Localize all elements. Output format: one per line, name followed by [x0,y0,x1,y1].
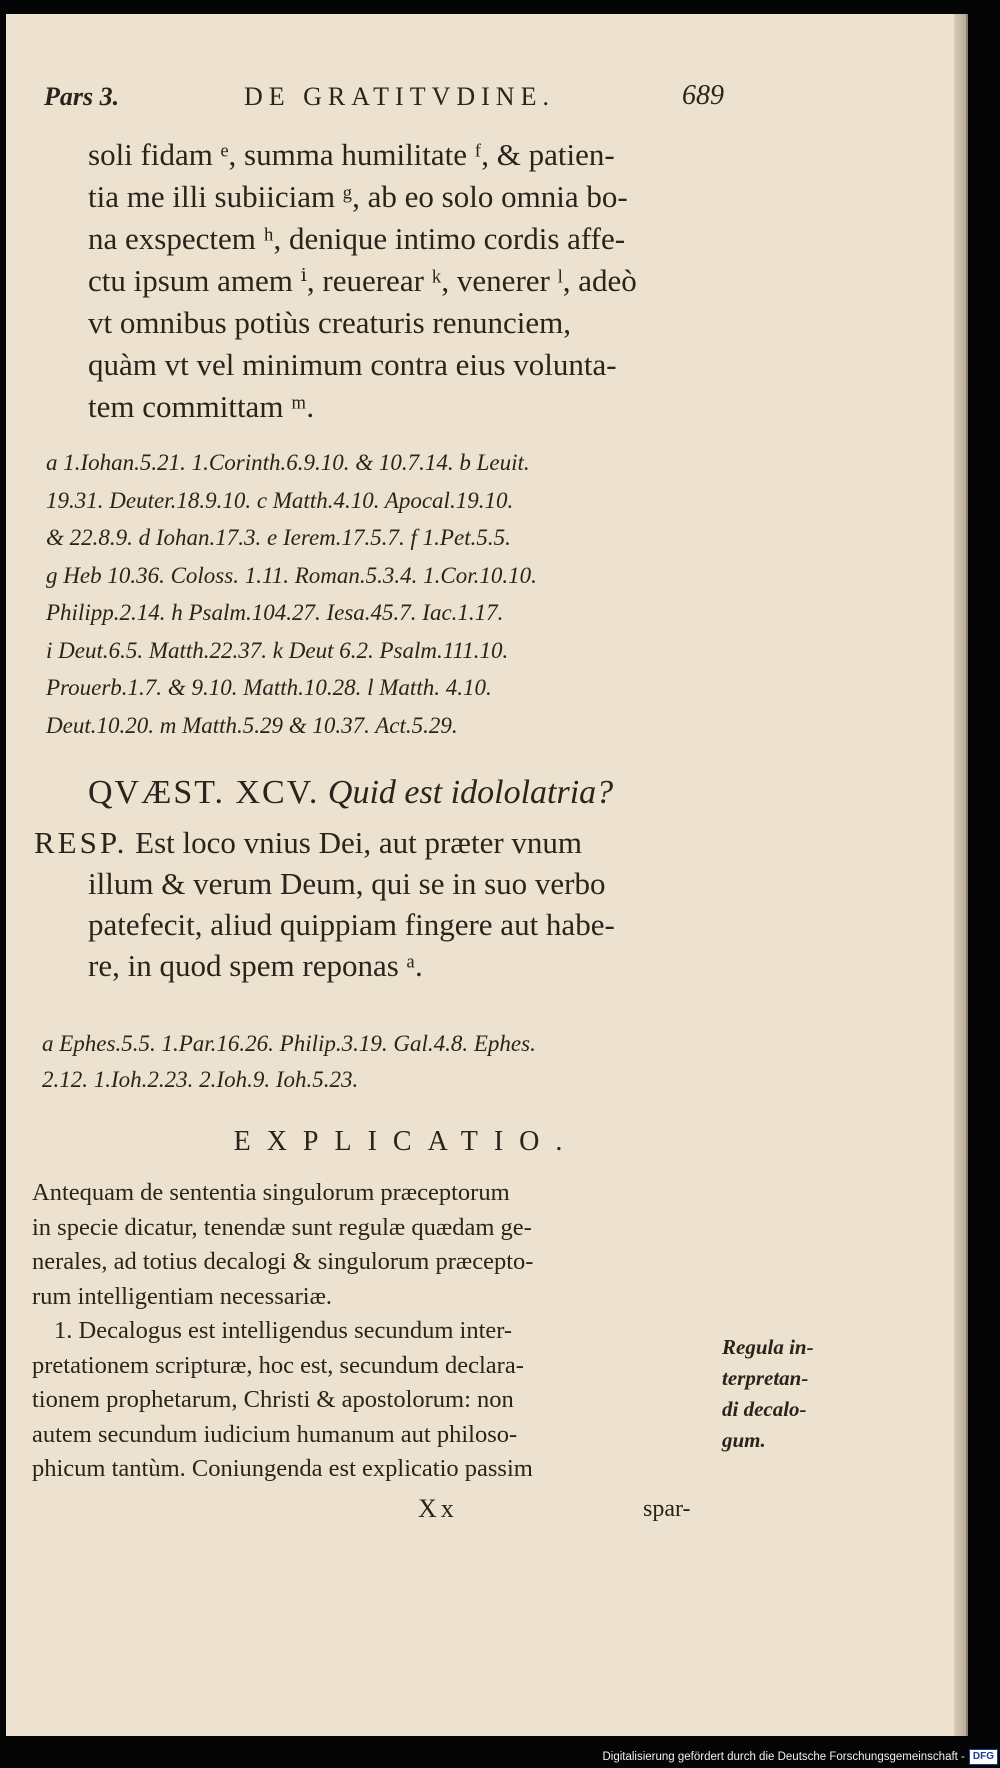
text-line: quàm vt vel minimum contra eius volunta- [88,347,617,382]
digitization-footer [602,1747,998,1766]
footnote-line: Philipp.2.14. h Psalm.104.27. Iesa.45.7. Iac.1.17. [46,600,504,625]
dfg-logo: DFG [969,1749,998,1765]
page-fold-shadow [954,14,966,1736]
header-title: DE GRATITVDINE. [244,82,555,111]
running-header [44,78,724,118]
signature-mark: Xx [418,1494,458,1523]
text-line: ctu ipsum amem ⁱ, reuerear ᵏ, venerer ˡ, adeò [88,263,637,298]
question-label: QVÆST. XCV. [88,774,320,811]
explicatio-line: autem secundum iudicium humanum aut philoso- [32,1420,518,1448]
margin-note-line: di decalo- [722,1397,807,1421]
explicatio-line: Antequam de sententia singulorum præceptorum [32,1179,510,1206]
margin-note-line: Regula in- [722,1335,814,1359]
explicatio-line: rum intelligentiam necessariæ. [32,1282,333,1310]
explicatio-line: nerales, ad totius decalogi & singulorum præcepto- [32,1248,534,1275]
footnote-line: i Deut.6.5. Matth.22.37. k Deut 6.2. Psalm.111.10. [46,637,509,663]
footnotes-block-1 [46,444,726,744]
footnote-line: g Heb 10.36. Coloss. 1.11. Roman.5.3.4. 1.Cor.10.10. [46,562,537,588]
question-text: Quid est idololatria? [327,774,614,811]
header-part: Pars 3. [44,82,120,111]
footnote-line: 19.31. Deuter.18.9.10. c Matth.4.10. Apocal.19.10. [46,487,514,513]
footnote-line: & 22.8.9. d Iohan.17.3. e Ierem.17.5.7. f 1.Pet.5.5. [46,525,511,550]
response-line: re, in quod spem reponas ᵃ. [88,948,423,983]
explicatio-block [32,1176,732,1487]
explicatio-line: 1. Decalogus est intelligendus secundum inter- [54,1317,513,1344]
text-line: tia me illi subiiciam ᵍ, ab eo solo omnia bo- [88,179,628,214]
response-label: RESP. [34,825,128,860]
footnotes-block-2 [42,1026,732,1098]
footnote-line: a Ephes.5.5. 1.Par.16.26. Philip.3.19. Gal.4.8. Ephes. [42,1031,536,1056]
section-title: EXPLICATIO. [233,1126,579,1157]
text-line: na exspectem ʰ, denique intimo cordis affe- [88,221,626,256]
footnote-line: Prouerb.1.7. & 9.10. Matth.10.28. l Matth. 4.10. [46,675,492,700]
text-line: soli fidam ᵉ, summa humilitate ᶠ, & patien- [88,137,615,172]
response-line: patefecit, aliud quippiam fingere aut habe- [88,907,615,942]
footnote-line: a 1.Iohan.5.21. 1.Corinth.6.9.10. & 10.7.14. b Leuit. [46,450,530,475]
text-line: tem committam ᵐ. [88,389,315,424]
footer-text: Digitalisierung gefördert durch die Deutsche Forschungsgemeinschaft - [602,1750,965,1763]
response-line: illum & verum Deum, qui se in suo verbo [88,866,606,901]
margin-note [722,1332,862,1456]
catchword: spar- [643,1496,691,1522]
main-text-block [88,134,728,428]
book-page [6,14,968,1736]
explicatio-line: tionem prophetarum, Christi & apostolorum: non [32,1386,514,1413]
page-number: 689 [682,80,724,111]
footnote-line: Deut.10.20. m Matth.5.29 & 10.37. Act.5.29. [46,712,458,738]
explicatio-line: phicum tantùm. Coniungenda est explicatio passim [32,1455,533,1482]
text-line: vt omnibus potiùs creaturis renunciem, [88,305,571,340]
footnote-line: 2.12. 1.Ioh.2.23. 2.Ioh.9. Ioh.5.23. [42,1067,359,1092]
response-block [34,822,734,986]
response-first-text: Est loco vnius Dei, aut præter vnum [135,825,583,860]
margin-note-line: gum. [722,1428,766,1452]
margin-note-line: terpretan- [722,1366,809,1390]
response-first-line [34,822,734,863]
explicatio-line: in specie dicatur, tenendæ sunt regulæ quædam ge- [32,1213,532,1241]
question-heading [88,774,613,812]
explicatio-line: pretationem scripturæ, hoc est, secundum declara- [32,1351,524,1379]
